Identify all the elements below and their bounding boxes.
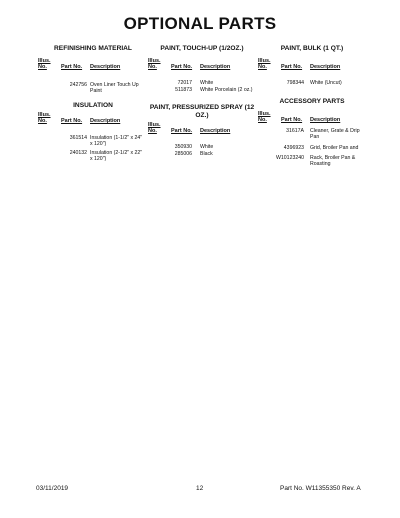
illus-no-header: Illus. No. bbox=[148, 58, 161, 70]
illus-no-header: Illus. No. bbox=[258, 58, 271, 70]
footer-part-reference: Part No. W11355350 Rev. A bbox=[280, 485, 361, 492]
accessory-parts-title: ACCESSORY PARTS bbox=[279, 98, 345, 105]
illus-no-header: Illus. No. bbox=[38, 112, 51, 124]
description: Insulation (1-1/2" x 24" x 120") bbox=[90, 135, 143, 147]
description: Rack, Broiler Pan & Roasting bbox=[310, 155, 356, 167]
part-no-header: Part No. bbox=[171, 64, 193, 70]
illus-no-header: Illus. No. bbox=[148, 122, 161, 134]
description-header: Description bbox=[310, 117, 341, 123]
description-header: Description bbox=[310, 64, 341, 70]
part-no-header: Part No. bbox=[281, 117, 303, 123]
part-no: 350930 bbox=[174, 144, 192, 150]
paint-touchup-title: PAINT, TOUCH-UP (1/2OZ.) bbox=[160, 45, 244, 52]
description: Oven Liner Touch Up Paint bbox=[90, 82, 139, 94]
description: White Porcelain (2 oz.) bbox=[200, 87, 253, 93]
description: Insulation (2-1/2" x 22" x 120") bbox=[90, 150, 143, 162]
paint-bulk-title: PAINT, BULK (1 QT.) bbox=[280, 45, 344, 52]
paint-pressurized-header bbox=[148, 122, 256, 136]
description: Black bbox=[200, 151, 213, 157]
accessory-parts-header bbox=[258, 111, 366, 125]
part-no-header: Part No. bbox=[171, 128, 193, 134]
part-no: 361514 bbox=[69, 135, 87, 141]
description-header: Description bbox=[200, 128, 231, 134]
page-title: OPTIONAL PARTS bbox=[123, 14, 277, 33]
description-header: Description bbox=[90, 118, 121, 124]
paint-touchup-header bbox=[148, 58, 256, 72]
illus-no-header: Illus. No. bbox=[258, 111, 271, 123]
footer-date: 03/11/2019 bbox=[36, 485, 69, 492]
part-no: 511873 bbox=[175, 87, 192, 93]
footer-page-number: 12 bbox=[196, 485, 204, 492]
part-no: 240132 bbox=[69, 150, 87, 156]
part-no: 72017 bbox=[177, 80, 192, 86]
part-no: 798344 bbox=[286, 80, 304, 86]
paint-pressurized-title: PAINT, PRESSURIZED SPRAY (12 OZ.) bbox=[149, 104, 255, 119]
description-header: Description bbox=[90, 64, 121, 70]
part-no: 4396923 bbox=[283, 145, 304, 151]
description: Grid, Broiler Pan and bbox=[310, 145, 359, 151]
refinishing-material-header bbox=[38, 58, 148, 72]
description-header: Description bbox=[200, 64, 231, 70]
part-no: 31617A bbox=[286, 128, 304, 134]
description: White bbox=[200, 144, 214, 150]
part-no-header: Part No. bbox=[61, 64, 83, 70]
description: White bbox=[200, 80, 214, 86]
part-no: 285006 bbox=[174, 151, 192, 157]
paint-bulk-header bbox=[258, 58, 366, 72]
insulation-title: INSULATION bbox=[73, 102, 113, 109]
part-no: 242756 bbox=[69, 82, 87, 88]
part-no-header: Part No. bbox=[281, 64, 303, 70]
part-no-header: Part No. bbox=[61, 118, 83, 124]
illus-no-header: Illus. No. bbox=[38, 58, 51, 70]
insulation-header bbox=[38, 112, 148, 126]
refinishing-material-title: REFINISHING MATERIAL bbox=[54, 45, 132, 52]
description: Cleaner, Grate & Drip Pan bbox=[310, 128, 360, 140]
description: White (Uncut) bbox=[310, 80, 342, 86]
part-no: W10123240 bbox=[276, 155, 304, 161]
